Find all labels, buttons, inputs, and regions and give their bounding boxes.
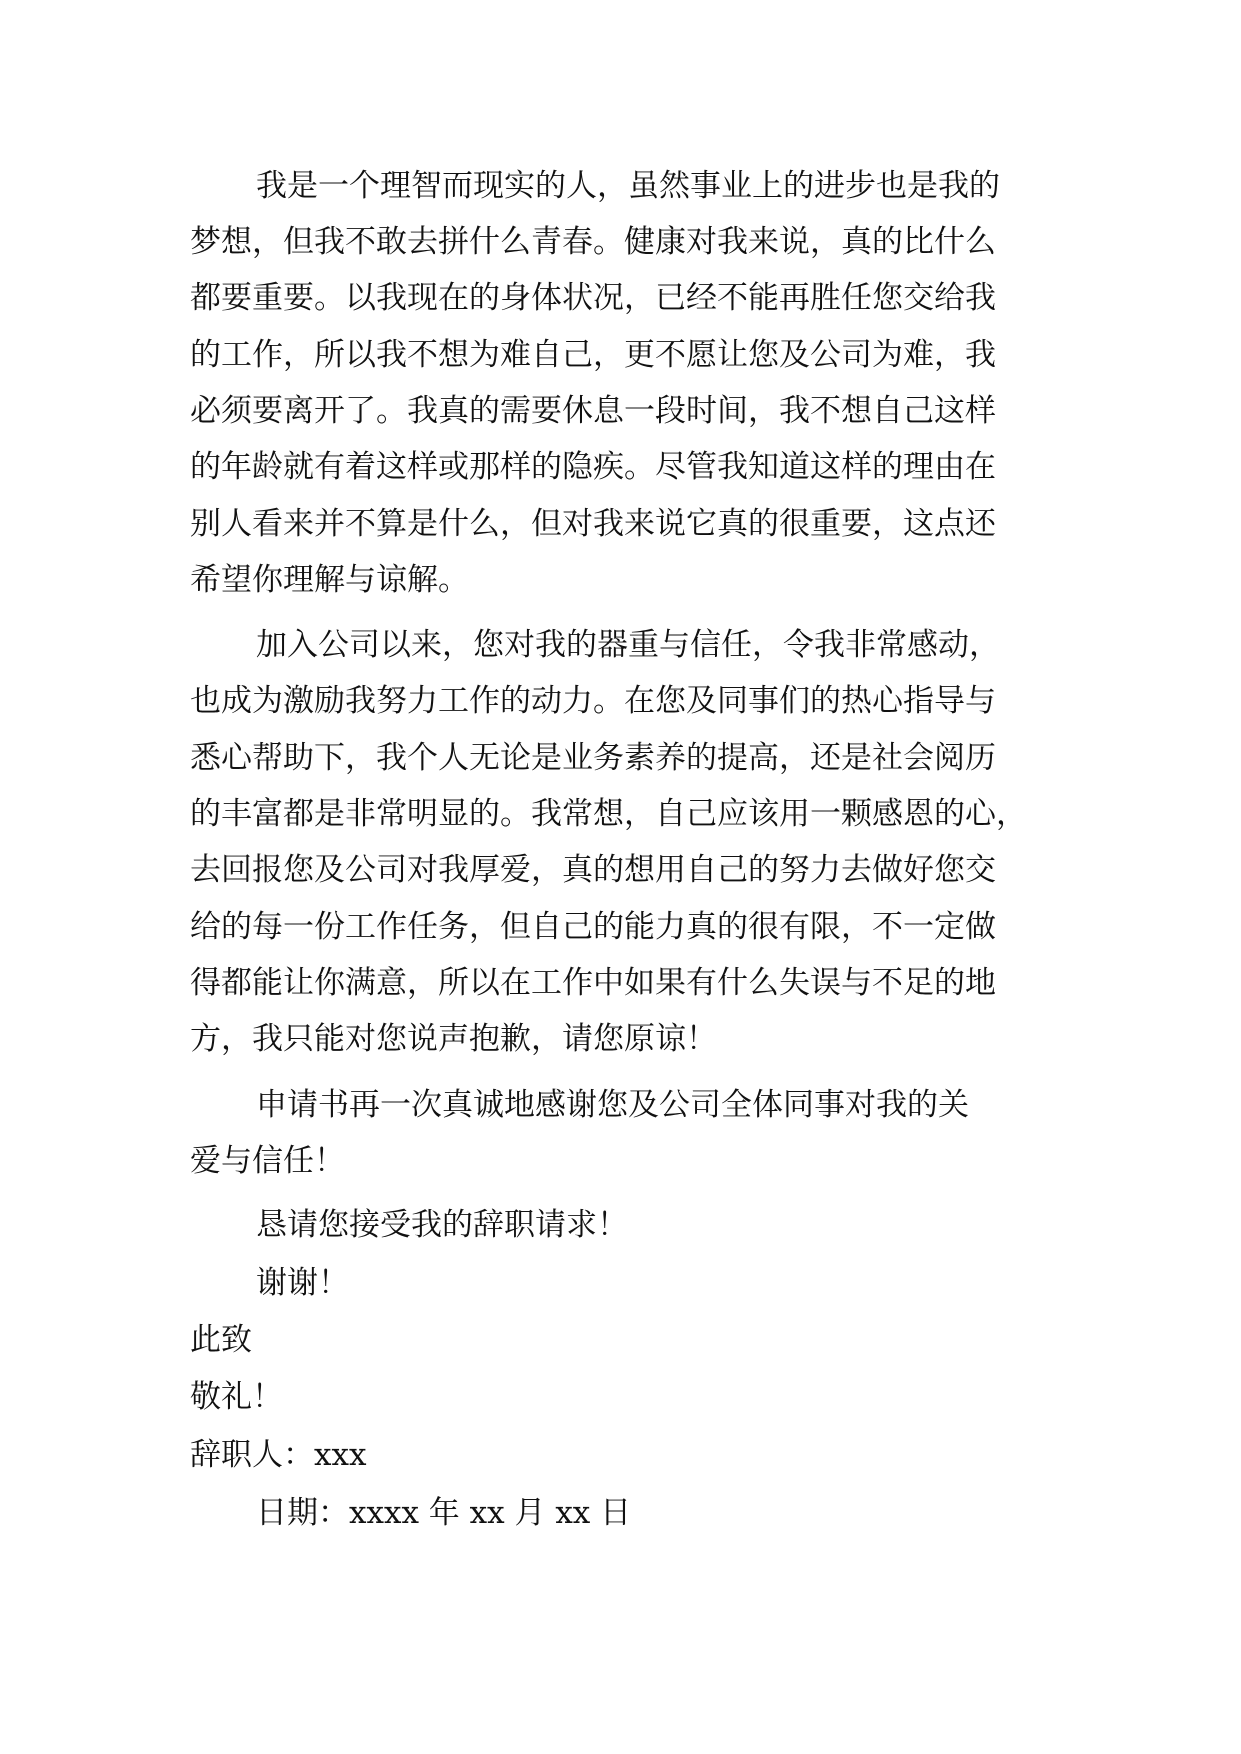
text-line: 得都能让你满意，所以在工作中如果有什么失误与不足的地: [190, 965, 996, 1001]
text-line: 也成为激励我努力工作的动力。在您及同事们的热心指导与: [190, 683, 996, 719]
text-line: 希望你理解与谅解。: [190, 562, 469, 598]
text-line: 的年龄就有着这样或那样的隐疾。尽管我知道这样的理由在: [190, 449, 996, 485]
text-line: 必须要离开了。我真的需要休息一段时间，我不想自己这样: [190, 393, 996, 429]
text-line: 加入公司以来，您对我的器重与信任，令我非常感动，: [256, 627, 1000, 663]
signature-resigner: 辞职人：xxx: [190, 1437, 367, 1473]
text-line: 方，我只能对您说声抱歉，请您原谅！: [190, 1021, 717, 1057]
text-line: 的丰富都是非常明显的。我常想，自己应该用一颗感恩的心，: [190, 796, 1027, 832]
closing-thanks: 谢谢！: [256, 1265, 349, 1301]
signature-date: 日期：xxxx 年 xx 月 xx 日: [256, 1495, 632, 1531]
text-line: 爱与信任！: [190, 1143, 345, 1179]
text-line: 申请书再一次真诚地感谢您及公司全体同事对我的关: [256, 1087, 969, 1123]
text-line: 给的每一份工作任务，但自己的能力真的很有限，不一定做: [190, 909, 996, 945]
text-line: 别人看来并不算是什么，但对我来说它真的很重要，这点还: [190, 506, 996, 542]
text-line: 梦想，但我不敢去拼什么青春。健康对我来说，真的比什么: [190, 224, 996, 260]
salutation-cizhi: 此致: [190, 1322, 252, 1358]
text-line: 悉心帮助下，我个人无论是业务素养的提高，还是社会阅历: [190, 740, 996, 776]
text-line: 都要重要。以我现在的身体状况，已经不能再胜任您交给我: [190, 280, 996, 316]
salutation-jingli: 敬礼！: [190, 1379, 283, 1415]
closing-request: 恳请您接受我的辞职请求！: [256, 1207, 628, 1243]
text-line: 去回报您及公司对我厚爱，真的想用自己的努力去做好您交: [190, 852, 996, 888]
text-line: 的工作，所以我不想为难自己，更不愿让您及公司为难，我: [190, 337, 996, 373]
text-line: 我是一个理智而现实的人，虽然事业上的进步也是我的: [256, 168, 1000, 204]
